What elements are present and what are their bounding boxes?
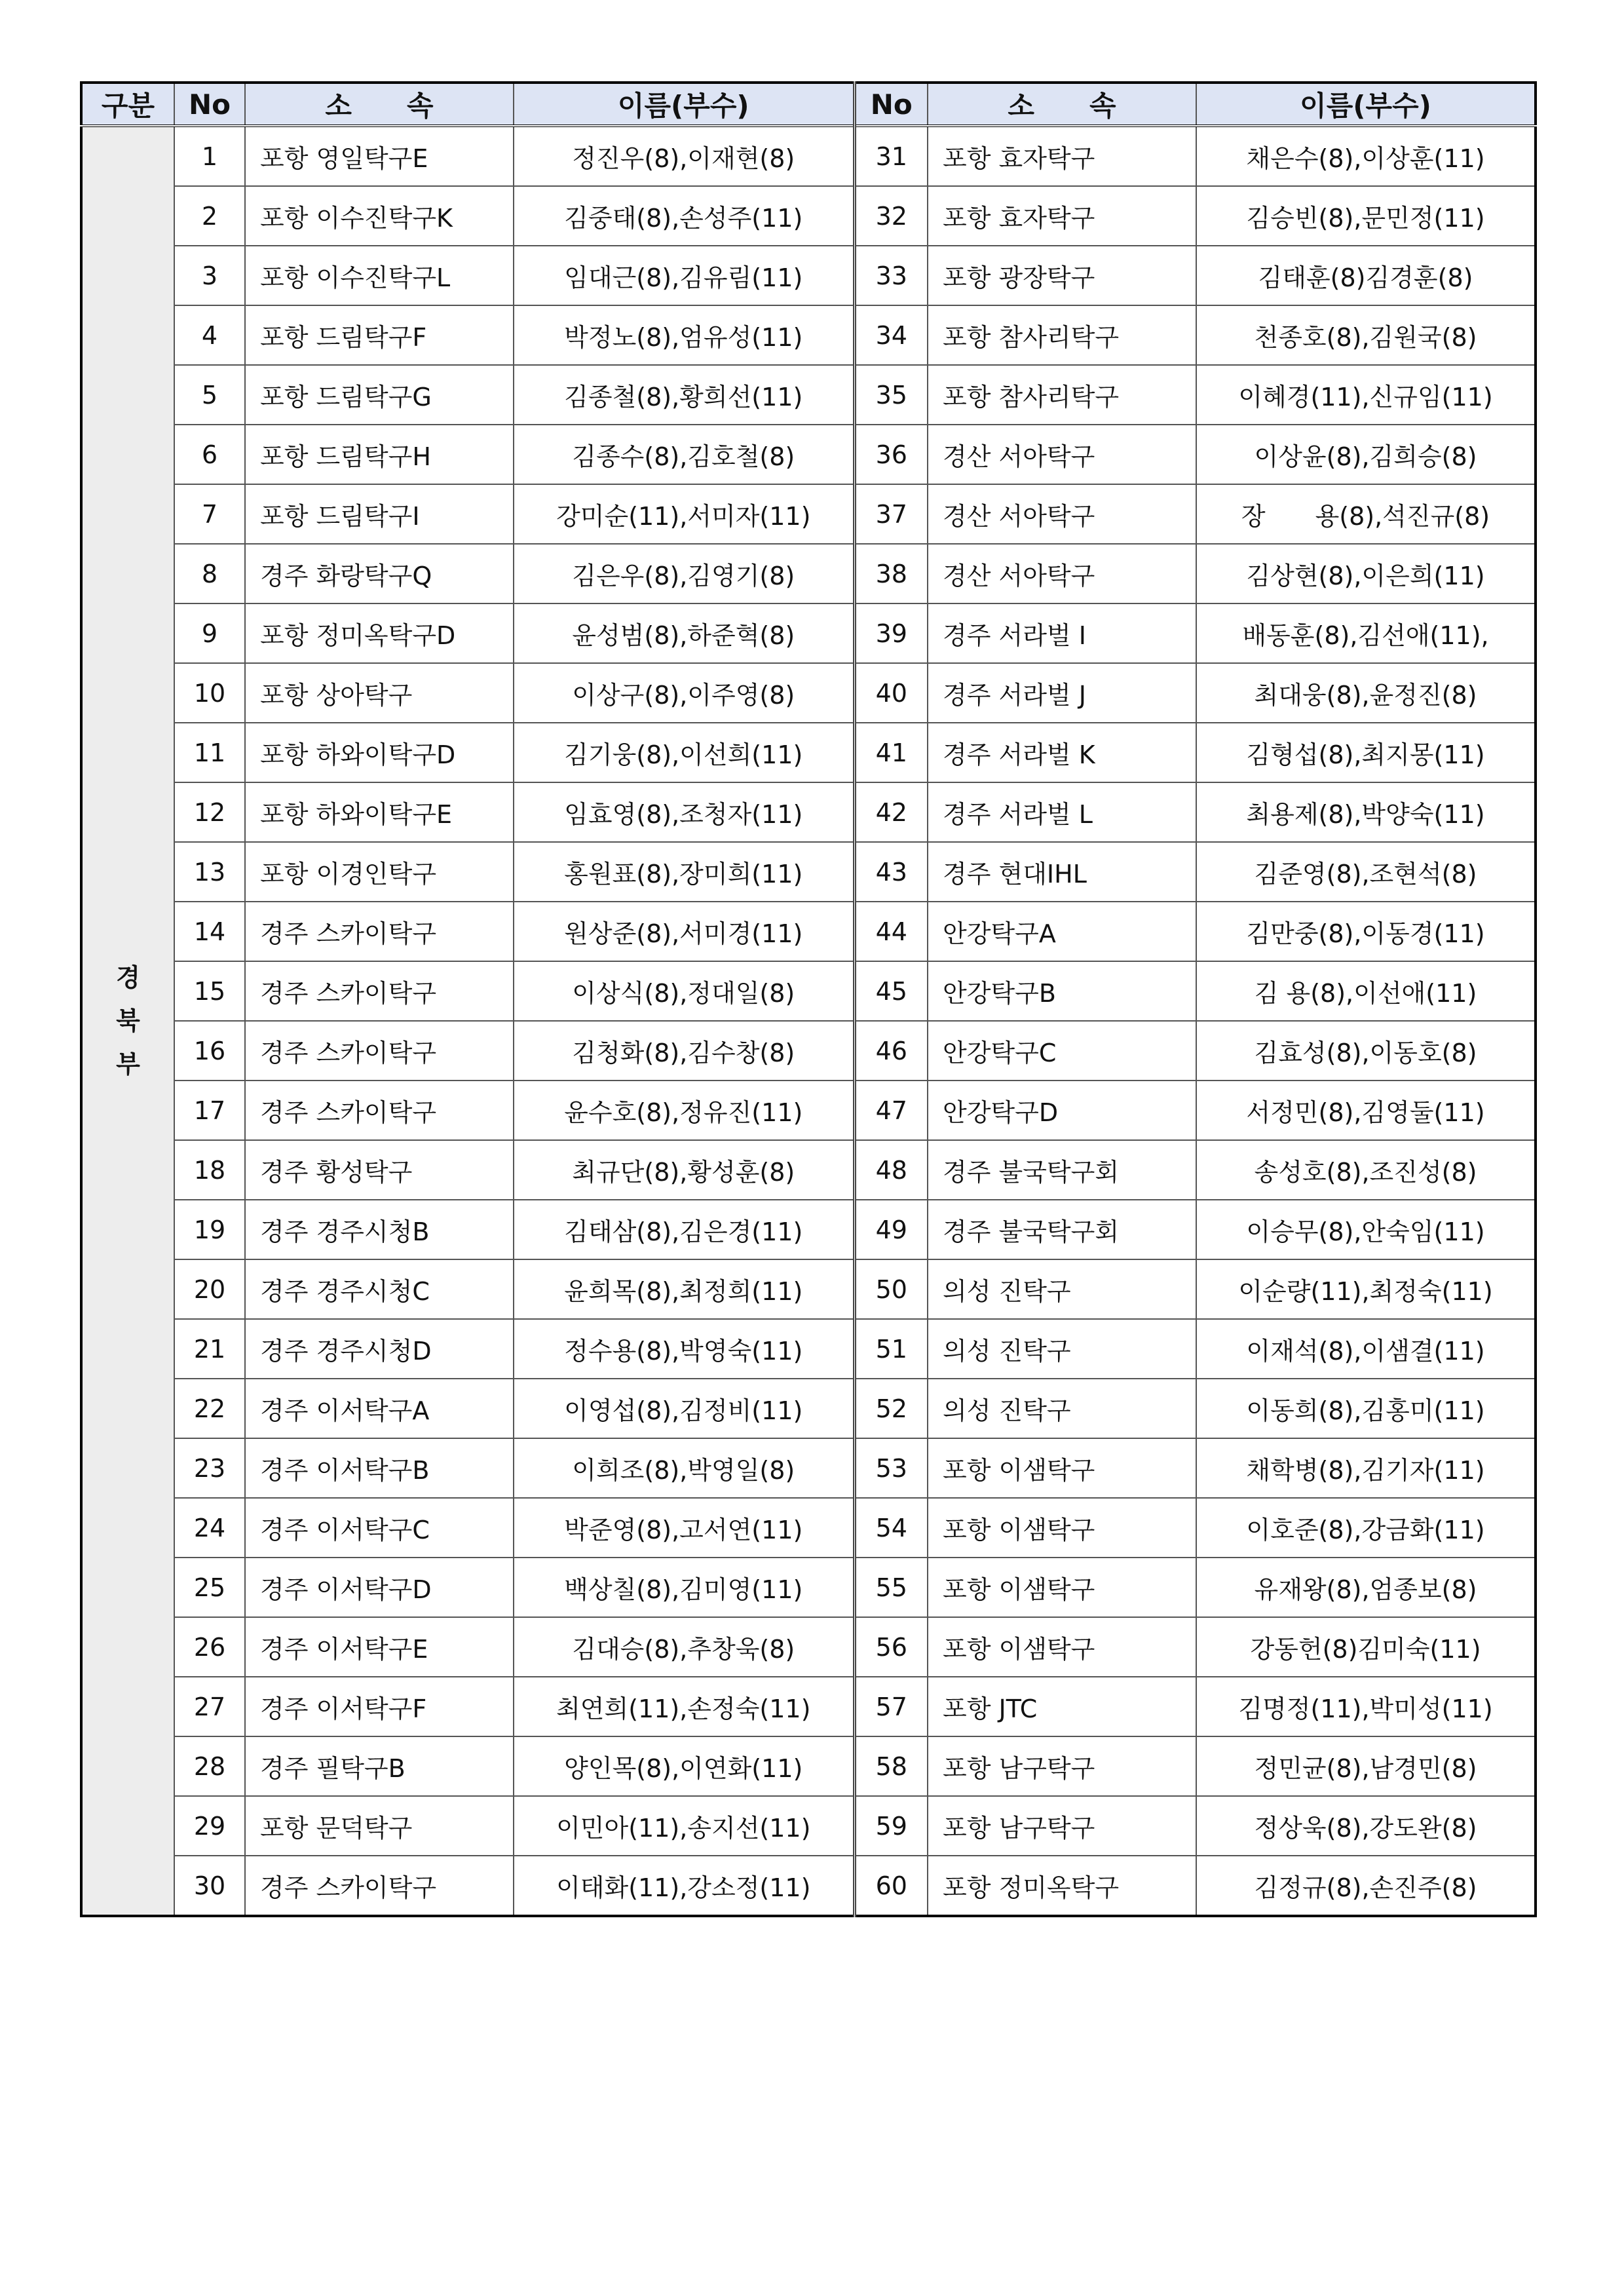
right-players-cell: 이순량(11),최정숙(11) xyxy=(1196,1259,1536,1319)
right-affiliation-cell: 안강탁구C xyxy=(928,1021,1196,1081)
right-players-cell: 김상현(8),이은희(11) xyxy=(1196,544,1536,603)
right-players-cell: 김만중(8),이동경(11) xyxy=(1196,902,1536,961)
left-affiliation-cell: 포항 드림탁구H xyxy=(245,425,514,484)
right-affiliation-cell: 경주 서라벌 K xyxy=(928,723,1196,782)
right-no-cell: 42 xyxy=(854,782,928,842)
left-players-cell: 박준영(8),고서연(11) xyxy=(514,1498,854,1558)
left-players-cell: 백상칠(8),김미영(11) xyxy=(514,1558,854,1617)
left-no-cell: 10 xyxy=(174,663,245,723)
right-no-cell: 37 xyxy=(854,484,928,544)
right-no-cell: 47 xyxy=(854,1081,928,1140)
right-affiliation-cell: 경주 서라벌 L xyxy=(928,782,1196,842)
right-affiliation-cell: 경산 서아탁구 xyxy=(928,484,1196,544)
left-affiliation-cell: 경주 경주시청B xyxy=(245,1200,514,1259)
left-no-cell: 20 xyxy=(174,1259,245,1319)
right-players-cell: 이재석(8),이샘결(11) xyxy=(1196,1319,1536,1379)
left-players-cell: 이상구(8),이주영(8) xyxy=(514,663,854,723)
left-no-cell: 28 xyxy=(174,1736,245,1796)
left-no-cell: 1 xyxy=(174,126,245,186)
left-no-cell: 7 xyxy=(174,484,245,544)
right-no-cell: 56 xyxy=(854,1617,928,1677)
right-affiliation-cell: 포항 참사리탁구 xyxy=(928,365,1196,425)
table-row xyxy=(81,365,1536,425)
left-no-cell: 12 xyxy=(174,782,245,842)
left-affiliation-cell: 경주 스카이탁구 xyxy=(245,1081,514,1140)
right-affiliation-cell: 포항 이샘탁구 xyxy=(928,1438,1196,1498)
right-affiliation-cell: 의성 진탁구 xyxy=(928,1319,1196,1379)
right-no-cell: 33 xyxy=(854,246,928,305)
right-affiliation-cell: 포항 이샘탁구 xyxy=(928,1498,1196,1558)
right-affiliation-cell: 안강탁구B xyxy=(928,961,1196,1021)
table-row xyxy=(81,126,1536,186)
left-affiliation-cell: 포항 상아탁구 xyxy=(245,663,514,723)
left-no-cell: 25 xyxy=(174,1558,245,1617)
table-row xyxy=(81,723,1536,782)
right-no-cell: 55 xyxy=(854,1558,928,1617)
left-affiliation-cell: 포항 이경인탁구 xyxy=(245,842,514,902)
right-affiliation-cell: 경주 불국탁구회 xyxy=(928,1200,1196,1259)
right-players-cell: 채학병(8),김기자(11) xyxy=(1196,1438,1536,1498)
right-affiliation-cell: 포항 정미옥탁구 xyxy=(928,1856,1196,1916)
table-row xyxy=(81,1438,1536,1498)
roster-table xyxy=(80,81,1537,1917)
right-no-cell: 43 xyxy=(854,842,928,902)
left-affiliation-cell: 경주 스카이탁구 xyxy=(245,961,514,1021)
left-affiliation-cell: 포항 드림탁구G xyxy=(245,365,514,425)
table-row xyxy=(81,1200,1536,1259)
header-affiliation-right: 소 속 xyxy=(928,83,1196,126)
right-no-cell: 53 xyxy=(854,1438,928,1498)
right-players-cell: 송성호(8),조진성(8) xyxy=(1196,1140,1536,1200)
right-no-cell: 49 xyxy=(854,1200,928,1259)
right-players-cell: 채은수(8),이상훈(11) xyxy=(1196,126,1536,186)
right-players-cell: 김승빈(8),문민정(11) xyxy=(1196,186,1536,246)
right-affiliation-cell: 경주 서라벌 I xyxy=(928,603,1196,663)
left-affiliation-cell: 경주 경주시청C xyxy=(245,1259,514,1319)
left-affiliation-cell: 포항 드림탁구I xyxy=(245,484,514,544)
left-players-cell: 최연희(11),손정숙(11) xyxy=(514,1677,854,1736)
table-row xyxy=(81,1677,1536,1736)
left-players-cell: 김중태(8),손성주(11) xyxy=(514,186,854,246)
left-players-cell: 이영섭(8),김정비(11) xyxy=(514,1379,854,1438)
right-players-cell: 장 용(8),석진규(8) xyxy=(1196,484,1536,544)
table-row xyxy=(81,902,1536,961)
right-no-cell: 32 xyxy=(854,186,928,246)
table-header xyxy=(81,83,1536,126)
right-no-cell: 51 xyxy=(854,1319,928,1379)
left-no-cell: 26 xyxy=(174,1617,245,1677)
table-row xyxy=(81,842,1536,902)
right-no-cell: 34 xyxy=(854,305,928,365)
left-players-cell: 김태삼(8),김은경(11) xyxy=(514,1200,854,1259)
table-row xyxy=(81,1140,1536,1200)
left-affiliation-cell: 경주 스카이탁구 xyxy=(245,1021,514,1081)
right-players-cell: 김형섭(8),최지몽(11) xyxy=(1196,723,1536,782)
right-affiliation-cell: 포항 효자탁구 xyxy=(928,186,1196,246)
left-no-cell: 27 xyxy=(174,1677,245,1736)
left-affiliation-cell: 경주 필탁구B xyxy=(245,1736,514,1796)
right-no-cell: 44 xyxy=(854,902,928,961)
right-players-cell: 서정민(8),김영둘(11) xyxy=(1196,1081,1536,1140)
left-no-cell: 13 xyxy=(174,842,245,902)
division-char: 부 xyxy=(116,1050,140,1079)
left-affiliation-cell: 포항 영일탁구E xyxy=(245,126,514,186)
left-affiliation-cell: 경주 이서탁구B xyxy=(245,1438,514,1498)
right-players-cell: 정민균(8),남경민(8) xyxy=(1196,1736,1536,1796)
right-no-cell: 59 xyxy=(854,1796,928,1856)
table-row xyxy=(81,246,1536,305)
left-affiliation-cell: 경주 이서탁구A xyxy=(245,1379,514,1438)
left-players-cell: 김대승(8),추창욱(8) xyxy=(514,1617,854,1677)
right-affiliation-cell: 경주 불국탁구회 xyxy=(928,1140,1196,1200)
right-no-cell: 35 xyxy=(854,365,928,425)
left-players-cell: 김청화(8),김수창(8) xyxy=(514,1021,854,1081)
right-no-cell: 57 xyxy=(854,1677,928,1736)
left-no-cell: 21 xyxy=(174,1319,245,1379)
table-row xyxy=(81,1796,1536,1856)
left-no-cell: 14 xyxy=(174,902,245,961)
right-affiliation-cell: 경산 서아탁구 xyxy=(928,544,1196,603)
header-affiliation-left: 소 속 xyxy=(245,83,514,126)
right-no-cell: 41 xyxy=(854,723,928,782)
table-row xyxy=(81,1081,1536,1140)
right-players-cell: 김명정(11),박미성(11) xyxy=(1196,1677,1536,1736)
left-no-cell: 17 xyxy=(174,1081,245,1140)
left-affiliation-cell: 포항 하와이탁구D xyxy=(245,723,514,782)
table-row xyxy=(81,1379,1536,1438)
right-no-cell: 40 xyxy=(854,663,928,723)
right-affiliation-cell: 포항 효자탁구 xyxy=(928,126,1196,186)
table-row xyxy=(81,425,1536,484)
right-players-cell: 김정규(8),손진주(8) xyxy=(1196,1856,1536,1916)
left-affiliation-cell: 포항 드림탁구F xyxy=(245,305,514,365)
right-players-cell: 배동훈(8),김선애(11), xyxy=(1196,603,1536,663)
left-affiliation-cell: 경주 이서탁구E xyxy=(245,1617,514,1677)
right-no-cell: 50 xyxy=(854,1259,928,1319)
left-players-cell: 김은우(8),김영기(8) xyxy=(514,544,854,603)
left-players-cell: 정진우(8),이재현(8) xyxy=(514,126,854,186)
left-players-cell: 정수용(8),박영숙(11) xyxy=(514,1319,854,1379)
right-players-cell: 이호준(8),강금화(11) xyxy=(1196,1498,1536,1558)
left-no-cell: 23 xyxy=(174,1438,245,1498)
division-char: 경 xyxy=(116,963,140,992)
left-no-cell: 4 xyxy=(174,305,245,365)
right-players-cell: 이동희(8),김홍미(11) xyxy=(1196,1379,1536,1438)
table-row xyxy=(81,484,1536,544)
right-affiliation-cell: 포항 JTC xyxy=(928,1677,1196,1736)
right-players-cell: 천종호(8),김원국(8) xyxy=(1196,305,1536,365)
right-affiliation-cell: 안강탁구D xyxy=(928,1081,1196,1140)
left-affiliation-cell: 포항 이수진탁구L xyxy=(245,246,514,305)
left-players-cell: 강미순(11),서미자(11) xyxy=(514,484,854,544)
header-name-left: 이름(부수) xyxy=(514,83,854,126)
table-row xyxy=(81,1736,1536,1796)
right-affiliation-cell: 경주 현대IHL xyxy=(928,842,1196,902)
right-affiliation-cell: 포항 이샘탁구 xyxy=(928,1617,1196,1677)
table-row xyxy=(81,782,1536,842)
left-no-cell: 6 xyxy=(174,425,245,484)
right-no-cell: 39 xyxy=(854,603,928,663)
left-players-cell: 박정노(8),엄유성(11) xyxy=(514,305,854,365)
left-no-cell: 22 xyxy=(174,1379,245,1438)
table-row xyxy=(81,1259,1536,1319)
left-players-cell: 양인목(8),이연화(11) xyxy=(514,1736,854,1796)
right-affiliation-cell: 포항 광장탁구 xyxy=(928,246,1196,305)
left-players-cell: 홍원표(8),장미희(11) xyxy=(514,842,854,902)
header-no-right: No xyxy=(854,83,928,126)
table-row xyxy=(81,1558,1536,1617)
right-affiliation-cell: 의성 진탁구 xyxy=(928,1259,1196,1319)
left-no-cell: 16 xyxy=(174,1021,245,1081)
table-row xyxy=(81,663,1536,723)
left-players-cell: 이희조(8),박영일(8) xyxy=(514,1438,854,1498)
right-players-cell: 김 용(8),이선애(11) xyxy=(1196,961,1536,1021)
right-players-cell: 최용제(8),박양숙(11) xyxy=(1196,782,1536,842)
right-no-cell: 54 xyxy=(854,1498,928,1558)
left-players-cell: 윤성범(8),하준혁(8) xyxy=(514,603,854,663)
right-affiliation-cell: 포항 남구탁구 xyxy=(928,1736,1196,1796)
left-affiliation-cell: 경주 화랑탁구Q xyxy=(245,544,514,603)
left-players-cell: 김종수(8),김호철(8) xyxy=(514,425,854,484)
left-affiliation-cell: 경주 스카이탁구 xyxy=(245,902,514,961)
right-affiliation-cell: 포항 참사리탁구 xyxy=(928,305,1196,365)
left-players-cell: 김기웅(8),이선희(11) xyxy=(514,723,854,782)
left-players-cell: 임효영(8),조청자(11) xyxy=(514,782,854,842)
table-row xyxy=(81,1498,1536,1558)
left-no-cell: 9 xyxy=(174,603,245,663)
left-affiliation-cell: 경주 경주시청D xyxy=(245,1319,514,1379)
right-affiliation-cell: 안강탁구A xyxy=(928,902,1196,961)
left-players-cell: 윤수호(8),정유진(11) xyxy=(514,1081,854,1140)
table-row xyxy=(81,1856,1536,1916)
left-affiliation-cell: 경주 이서탁구D xyxy=(245,1558,514,1617)
left-affiliation-cell: 포항 이수진탁구K xyxy=(245,186,514,246)
left-players-cell: 이민아(11),송지선(11) xyxy=(514,1796,854,1856)
left-players-cell: 김종철(8),황희선(11) xyxy=(514,365,854,425)
left-affiliation-cell: 포항 문덕탁구 xyxy=(245,1796,514,1856)
left-affiliation-cell: 경주 스카이탁구 xyxy=(245,1856,514,1916)
right-no-cell: 45 xyxy=(854,961,928,1021)
right-players-cell: 이상윤(8),김희승(8) xyxy=(1196,425,1536,484)
table-row xyxy=(81,186,1536,246)
left-affiliation-cell: 경주 황성탁구 xyxy=(245,1140,514,1200)
right-no-cell: 48 xyxy=(854,1140,928,1200)
header-row xyxy=(81,83,1536,126)
right-players-cell: 최대웅(8),윤정진(8) xyxy=(1196,663,1536,723)
right-players-cell: 정상욱(8),강도완(8) xyxy=(1196,1796,1536,1856)
header-name-right: 이름(부수) xyxy=(1196,83,1536,126)
right-no-cell: 58 xyxy=(854,1736,928,1796)
right-players-cell: 이승무(8),안숙임(11) xyxy=(1196,1200,1536,1259)
right-no-cell: 31 xyxy=(854,126,928,186)
left-affiliation-cell: 경주 이서탁구F xyxy=(245,1677,514,1736)
right-players-cell: 강동헌(8)김미숙(11) xyxy=(1196,1617,1536,1677)
table-body xyxy=(81,126,1536,1916)
right-no-cell: 52 xyxy=(854,1379,928,1438)
left-no-cell: 19 xyxy=(174,1200,245,1259)
left-no-cell: 11 xyxy=(174,723,245,782)
table-row xyxy=(81,1021,1536,1081)
table-row xyxy=(81,961,1536,1021)
right-affiliation-cell: 경산 서아탁구 xyxy=(928,425,1196,484)
left-no-cell: 2 xyxy=(174,186,245,246)
right-players-cell: 김효성(8),이동호(8) xyxy=(1196,1021,1536,1081)
right-players-cell: 김태훈(8)김경훈(8) xyxy=(1196,246,1536,305)
table-row xyxy=(81,544,1536,603)
table-row xyxy=(81,1617,1536,1677)
left-no-cell: 3 xyxy=(174,246,245,305)
header-division: 구분 xyxy=(81,83,174,126)
right-affiliation-cell: 경주 서라벌 J xyxy=(928,663,1196,723)
right-affiliation-cell: 포항 남구탁구 xyxy=(928,1796,1196,1856)
right-affiliation-cell: 의성 진탁구 xyxy=(928,1379,1196,1438)
right-no-cell: 36 xyxy=(854,425,928,484)
left-players-cell: 원상준(8),서미경(11) xyxy=(514,902,854,961)
left-no-cell: 30 xyxy=(174,1856,245,1916)
left-players-cell: 이상식(8),정대일(8) xyxy=(514,961,854,1021)
left-no-cell: 18 xyxy=(174,1140,245,1200)
left-no-cell: 8 xyxy=(174,544,245,603)
division-char: 북 xyxy=(116,1006,140,1035)
left-no-cell: 5 xyxy=(174,365,245,425)
left-no-cell: 15 xyxy=(174,961,245,1021)
table-row xyxy=(81,603,1536,663)
right-players-cell: 김준영(8),조현석(8) xyxy=(1196,842,1536,902)
left-affiliation-cell: 포항 정미옥탁구D xyxy=(245,603,514,663)
left-players-cell: 윤희목(8),최정희(11) xyxy=(514,1259,854,1319)
table-row xyxy=(81,1319,1536,1379)
left-affiliation-cell: 경주 이서탁구C xyxy=(245,1498,514,1558)
left-affiliation-cell: 포항 하와이탁구E xyxy=(245,782,514,842)
right-no-cell: 38 xyxy=(854,544,928,603)
right-affiliation-cell: 포항 이샘탁구 xyxy=(928,1558,1196,1617)
left-no-cell: 24 xyxy=(174,1498,245,1558)
left-no-cell: 29 xyxy=(174,1796,245,1856)
left-players-cell: 임대근(8),김유림(11) xyxy=(514,246,854,305)
header-no-left: No xyxy=(174,83,245,126)
table-row xyxy=(81,305,1536,365)
right-players-cell: 이혜경(11),신규임(11) xyxy=(1196,365,1536,425)
left-players-cell: 이태화(11),강소정(11) xyxy=(514,1856,854,1916)
left-players-cell: 최규단(8),황성훈(8) xyxy=(514,1140,854,1200)
right-no-cell: 60 xyxy=(854,1856,928,1916)
division-cell xyxy=(81,126,174,1916)
right-players-cell: 유재왕(8),엄종보(8) xyxy=(1196,1558,1536,1617)
right-no-cell: 46 xyxy=(854,1021,928,1081)
